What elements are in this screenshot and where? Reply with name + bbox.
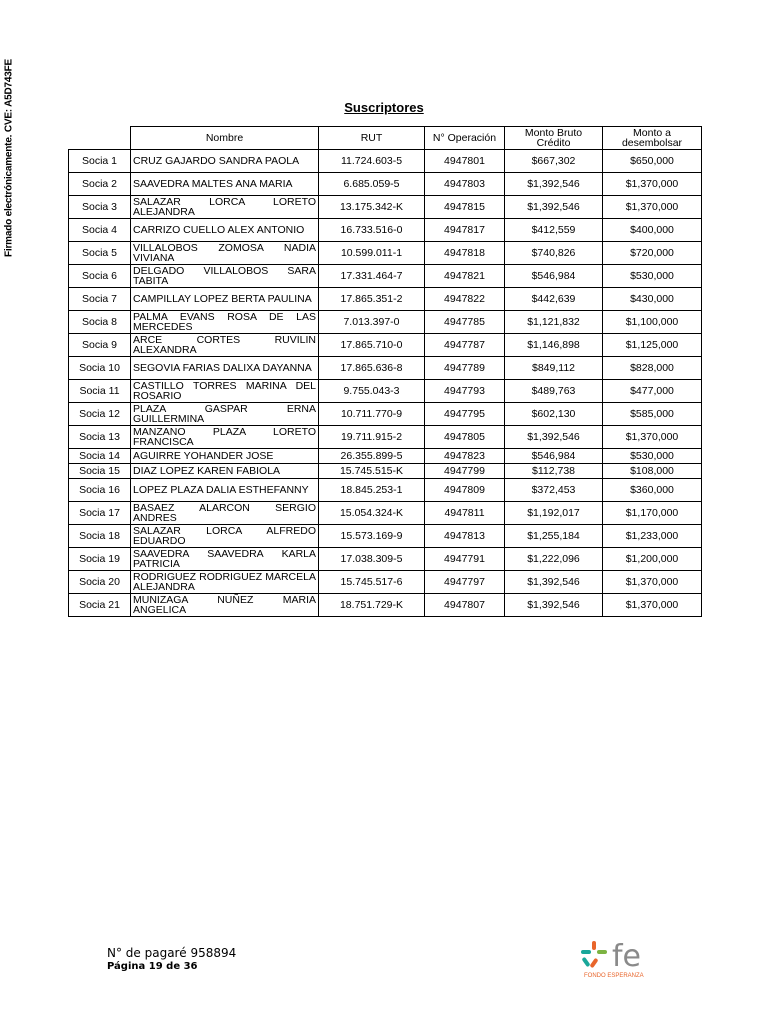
logo-name: FONDO ESPERANZA [584,973,644,979]
monto-desembolsar-cell: $1,233,000 [603,525,702,548]
pagare-number: 958894 [190,946,237,960]
monto-desembolsar-cell: $400,000 [603,219,702,242]
monto-desembolsar-cell: $1,100,000 [603,311,702,334]
monto-desembolsar-cell: $828,000 [603,357,702,380]
table-row [69,502,702,525]
nombre-cell: DIAZ LOPEZ KAREN FABIOLA [131,464,319,479]
monto-desembolsar-cell: $108,000 [603,464,702,479]
monto-bruto-cell: $1,392,546 [505,426,603,449]
operacion-cell: 4947817 [425,219,505,242]
rut-cell: 7.013.397-0 [319,311,425,334]
table-row [69,242,702,265]
operacion-cell: 4947815 [425,196,505,219]
rut-cell: 19.711.915-2 [319,426,425,449]
rut-cell: 26.355.899-5 [319,449,425,464]
nombre-cell: CASTILLO TORRES MARINA DEL ROSARIO [131,380,319,403]
socia-cell: Socia 10 [69,357,131,380]
page-footer [107,946,236,972]
socia-cell: Socia 3 [69,196,131,219]
rut-cell: 15.745.517-6 [319,571,425,594]
table-body [69,150,702,617]
operacion-cell: 4947785 [425,311,505,334]
monto-desembolsar-cell: $477,000 [603,380,702,403]
monto-desembolsar-cell: $430,000 [603,288,702,311]
monto-bruto-cell: $442,639 [505,288,603,311]
socia-cell: Socia 4 [69,219,131,242]
socia-cell: Socia 21 [69,594,131,617]
monto-bruto-cell: $1,146,898 [505,334,603,357]
operacion-cell: 4947807 [425,594,505,617]
nombre-cell: VILLALOBOS ZOMOSA NADIA VIVIANA [131,242,319,265]
rut-cell: 11.724.603-5 [319,150,425,173]
operacion-cell: 4947793 [425,380,505,403]
nombre-cell: BASAEZ ALARCON SERGIO ANDRES [131,502,319,525]
rut-cell: 18.845.253-1 [319,479,425,502]
operacion-cell: 4947811 [425,502,505,525]
socia-cell: Socia 18 [69,525,131,548]
socia-cell: Socia 16 [69,479,131,502]
rut-cell: 17.038.309-5 [319,548,425,571]
monto-bruto-cell: $546,984 [505,265,603,288]
logo-flower-icon [581,941,607,968]
socia-cell: Socia 1 [69,150,131,173]
socia-cell: Socia 12 [69,403,131,426]
rut-cell: 16.733.516-0 [319,219,425,242]
monto-desembolsar-cell: $1,370,000 [603,426,702,449]
rut-cell: 15.745.515-K [319,464,425,479]
monto-bruto-cell: $1,392,546 [505,196,603,219]
monto-bruto-cell: $489,763 [505,380,603,403]
table-row [69,426,702,449]
monto-bruto-cell: $849,112 [505,357,603,380]
operacion-cell: 4947789 [425,357,505,380]
rut-cell: 17.331.464-7 [319,265,425,288]
socia-cell: Socia 8 [69,311,131,334]
socia-cell: Socia 7 [69,288,131,311]
rut-cell: 9.755.043-3 [319,380,425,403]
page-total: 36 [183,961,198,972]
table-row [69,380,702,403]
logo-letters: fe [612,939,642,974]
monto-bruto-cell: $1,121,832 [505,311,603,334]
operacion-cell: 4947801 [425,150,505,173]
table-row [69,525,702,548]
nombre-cell: MUNIZAGA NUÑEZ MARIA ANGELICA [131,594,319,617]
table-row [69,173,702,196]
subscribers-table [68,126,702,617]
monto-bruto-cell: $1,222,096 [505,548,603,571]
monto-bruto-cell: $1,255,184 [505,525,603,548]
header-nombre: Nombre [131,127,319,150]
nombre-cell: SAAVEDRA MALTES ANA MARIA [131,173,319,196]
rut-cell: 17.865.710-0 [319,334,425,357]
nombre-cell: DELGADO VILLALOBOS SARA TABITA [131,265,319,288]
operacion-cell: 4947813 [425,525,505,548]
monto-desembolsar-cell: $1,370,000 [603,173,702,196]
operacion-cell: 4947823 [425,449,505,464]
operacion-cell: 4947809 [425,479,505,502]
nombre-cell: ARCE CORTES RUVILIN ALEXANDRA [131,334,319,357]
monto-desembolsar-cell: $720,000 [603,242,702,265]
table-row [69,196,702,219]
table-row [69,219,702,242]
socia-cell: Socia 13 [69,426,131,449]
table-row [69,265,702,288]
table-row [69,403,702,426]
rut-cell: 6.685.059-5 [319,173,425,196]
monto-desembolsar-cell: $1,125,000 [603,334,702,357]
header-monto-bruto: Monto Bruto Crédito [505,127,603,150]
nombre-cell: SALAZAR LORCA LORETO ALEJANDRA [131,196,319,219]
nombre-cell: SAAVEDRA SAAVEDRA KARLA PATRICIA [131,548,319,571]
operacion-cell: 4947818 [425,242,505,265]
header-monto-desembolsar: Monto a desembolsar [603,127,702,150]
operacion-cell: 4947797 [425,571,505,594]
monto-desembolsar-cell: $1,370,000 [603,196,702,219]
monto-desembolsar-cell: $530,000 [603,265,702,288]
socia-cell: Socia 15 [69,464,131,479]
rut-cell: 17.865.351-2 [319,288,425,311]
operacion-cell: 4947821 [425,265,505,288]
page-title: Suscriptores [344,100,424,115]
rut-cell: 15.573.169-9 [319,525,425,548]
nombre-cell: CRUZ GAJARDO SANDRA PAOLA [131,150,319,173]
page-of: de [166,961,181,972]
table-row [69,357,702,380]
pagare-label: N° de pagaré [107,946,187,960]
operacion-cell: 4947791 [425,548,505,571]
rut-cell: 17.865.636-8 [319,357,425,380]
rut-cell: 10.599.011-1 [319,242,425,265]
nombre-cell: SALAZAR LORCA ALFREDO EDUARDO [131,525,319,548]
monto-desembolsar-cell: $360,000 [603,479,702,502]
page-label: Página [107,961,146,972]
rut-cell: 15.054.324-K [319,502,425,525]
monto-bruto-cell: $1,392,546 [505,571,603,594]
socia-cell: Socia 9 [69,334,131,357]
socia-cell: Socia 14 [69,449,131,464]
nombre-cell: RODRIGUEZ RODRIGUEZ MARCELA ALEJANDRA [131,571,319,594]
monto-bruto-cell: $1,392,546 [505,594,603,617]
page-number-line [107,961,236,972]
monto-bruto-cell: $112,738 [505,464,603,479]
monto-desembolsar-cell: $650,000 [603,150,702,173]
monto-desembolsar-cell: $530,000 [603,449,702,464]
monto-desembolsar-cell: $1,370,000 [603,594,702,617]
operacion-cell: 4947795 [425,403,505,426]
monto-bruto-cell: $667,302 [505,150,603,173]
table-row [69,548,702,571]
table-header-row [69,127,702,150]
monto-bruto-cell: $1,392,546 [505,173,603,196]
table-row [69,150,702,173]
table-row [69,571,702,594]
header-rut: RUT [319,127,425,150]
operacion-cell: 4947799 [425,464,505,479]
table-row [69,449,702,464]
monto-bruto-cell: $546,984 [505,449,603,464]
rut-cell: 10.711.770-9 [319,403,425,426]
monto-bruto-cell: $372,453 [505,479,603,502]
operacion-cell: 4947803 [425,173,505,196]
nombre-cell: AGUIRRE YOHANDER JOSE [131,449,319,464]
table-row [69,594,702,617]
nombre-cell: PLAZA GASPAR ERNA GUILLERMINA [131,403,319,426]
header-operacion: N° Operación [425,127,505,150]
monto-bruto-cell: $740,826 [505,242,603,265]
monto-bruto-cell: $412,559 [505,219,603,242]
rut-cell: 13.175.342-K [319,196,425,219]
signature-stamp-text: Firmado electrónicamente. CVE: A5D743FE [3,58,15,257]
nombre-cell: SEGOVIA FARIAS DALIXA DAYANNA [131,357,319,380]
monto-desembolsar-cell: $585,000 [603,403,702,426]
monto-desembolsar-cell: $1,200,000 [603,548,702,571]
rut-cell: 18.751.729-K [319,594,425,617]
table-row [69,288,702,311]
pagare-line [107,946,236,960]
nombre-cell: MANZANO PLAZA LORETO FRANCISCA [131,426,319,449]
operacion-cell: 4947822 [425,288,505,311]
monto-desembolsar-cell: $1,170,000 [603,502,702,525]
nombre-cell: PALMA EVANS ROSA DE LAS MERCEDES [131,311,319,334]
socia-cell: Socia 20 [69,571,131,594]
electronic-signature-stamp [1,58,17,257]
socia-cell: Socia 6 [69,265,131,288]
monto-desembolsar-cell: $1,370,000 [603,571,702,594]
nombre-cell: CARRIZO CUELLO ALEX ANTONIO [131,219,319,242]
socia-cell: Socia 2 [69,173,131,196]
header-blank-cell [69,127,131,150]
table-row [69,464,702,479]
monto-bruto-cell: $1,192,017 [505,502,603,525]
operacion-cell: 4947805 [425,426,505,449]
table-row [69,479,702,502]
socia-cell: Socia 19 [69,548,131,571]
page-current: 19 [148,961,163,972]
nombre-cell: LOPEZ PLAZA DALIA ESTHEFANNY [131,479,319,502]
socia-cell: Socia 17 [69,502,131,525]
nombre-cell: CAMPILLAY LOPEZ BERTA PAULINA [131,288,319,311]
socia-cell: Socia 11 [69,380,131,403]
table-row [69,311,702,334]
table-row [69,334,702,357]
monto-bruto-cell: $602,130 [505,403,603,426]
socia-cell: Socia 5 [69,242,131,265]
operacion-cell: 4947787 [425,334,505,357]
